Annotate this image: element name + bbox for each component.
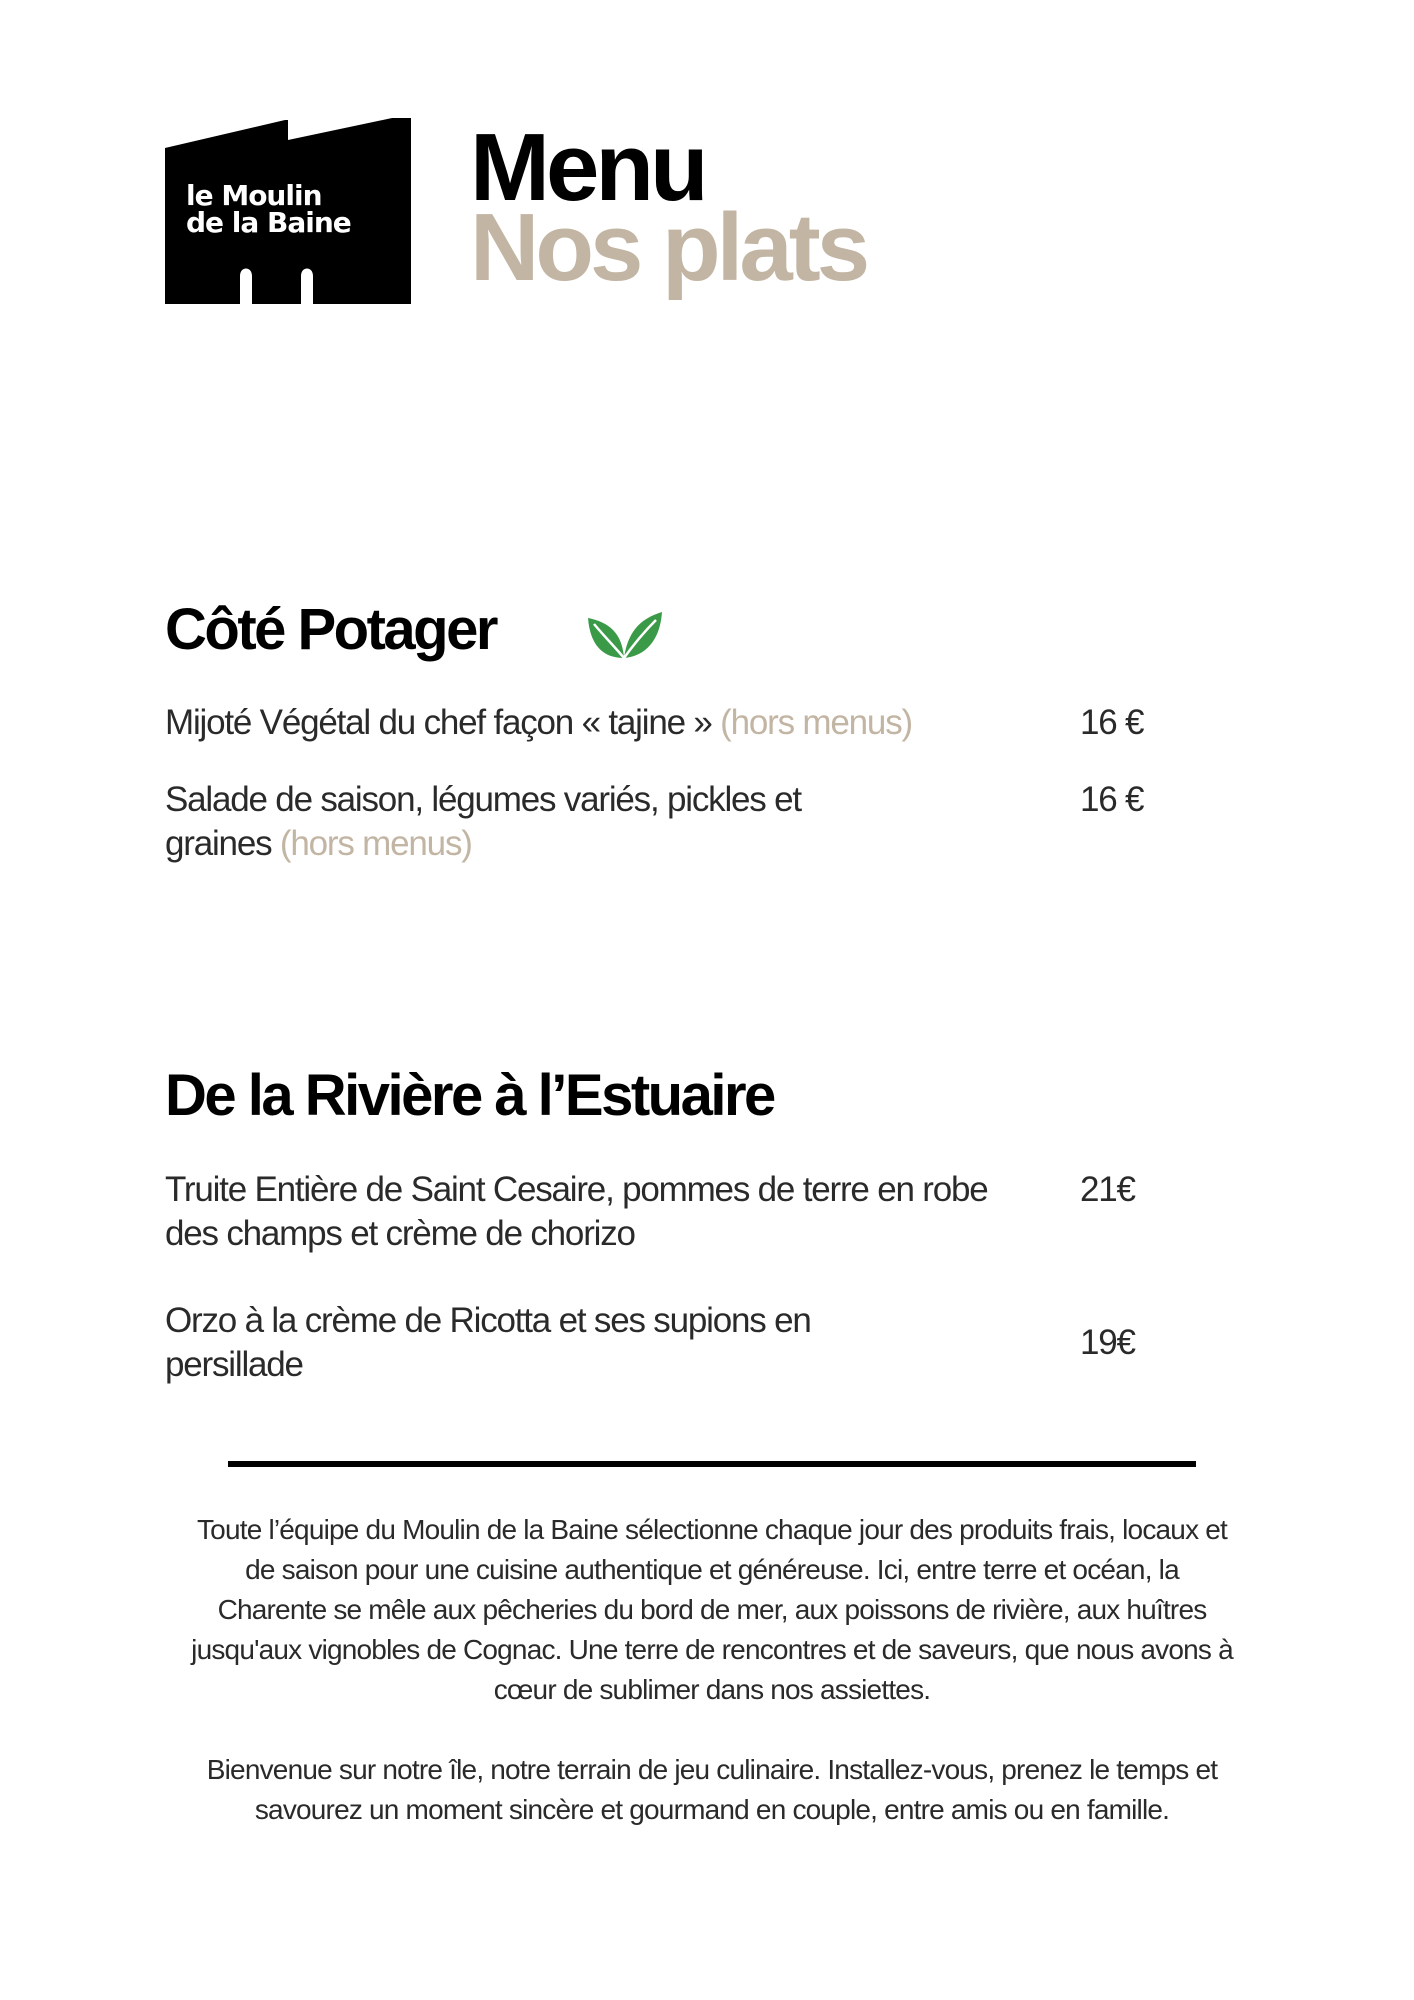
divider bbox=[228, 1461, 1196, 1467]
menu-item bbox=[165, 1168, 1015, 1256]
menu-item-name: Mijoté Végétal du chef façon « tajine » bbox=[165, 703, 721, 742]
footer-paragraph-2: Bienvenue sur notre île, notre terrain de jeu culinaire. Installez-vous, prenez le temps et savourez un moment sincère et gourmand en couple, entre amis ou en famille. bbox=[206, 1754, 1218, 1825]
menu-title: Menu bbox=[470, 114, 705, 221]
menu-item-price: 16 € bbox=[1080, 780, 1144, 819]
menu-item-name: Orzo à la crème de Ricotta et ses supions en persillade bbox=[165, 1301, 811, 1384]
menu-item bbox=[165, 701, 985, 745]
logo-text bbox=[186, 179, 351, 239]
menu-item-price: 19€ bbox=[1080, 1323, 1135, 1362]
menu-item-name: Salade de saison, légumes variés, pickles et graines bbox=[165, 780, 801, 863]
menu-item bbox=[165, 778, 885, 866]
footer-paragraph-1: Toute l’équipe du Moulin de la Baine sélectionne chaque jour des produits frais, locaux et de saison pour une cuisine authentique et généreuse. Ici, entre terre et océan, la Charente se mêle aux pêcheries du bord de mer, aux poissons de rivière, aux huîtres jusqu'aux vignobles de Cognac. Une terre de rencontres et de saveurs, que nous avons à cœur de sublimer dans nos assiettes. bbox=[191, 1514, 1233, 1705]
menu-item-price: 21€ bbox=[1080, 1170, 1135, 1209]
menu-subtitle: Nos plats bbox=[470, 194, 867, 301]
section-title-riviere: De la Rivière à l’Estuaire bbox=[165, 1063, 774, 1128]
paragraph-gap bbox=[190, 1710, 1234, 1750]
menu-item-name: Truite Entière de Saint Cesaire, pommes de terre en robe des champs et crème de chorizo bbox=[165, 1170, 988, 1253]
section-title-potager: Côté Potager bbox=[165, 597, 496, 662]
menu-item-note: (hors menus) bbox=[279, 824, 472, 863]
page-title bbox=[470, 114, 867, 301]
footer-text bbox=[190, 1510, 1234, 1830]
menu-item-price: 16 € bbox=[1080, 703, 1144, 742]
leaf-icon bbox=[588, 612, 662, 660]
restaurant-logo bbox=[165, 118, 411, 304]
menu-item-note: (hors menus) bbox=[720, 703, 912, 742]
menu-item bbox=[165, 1299, 925, 1387]
logo-line-1: le Moulin bbox=[186, 179, 322, 212]
logo-line-2: de la Baine bbox=[186, 206, 351, 239]
